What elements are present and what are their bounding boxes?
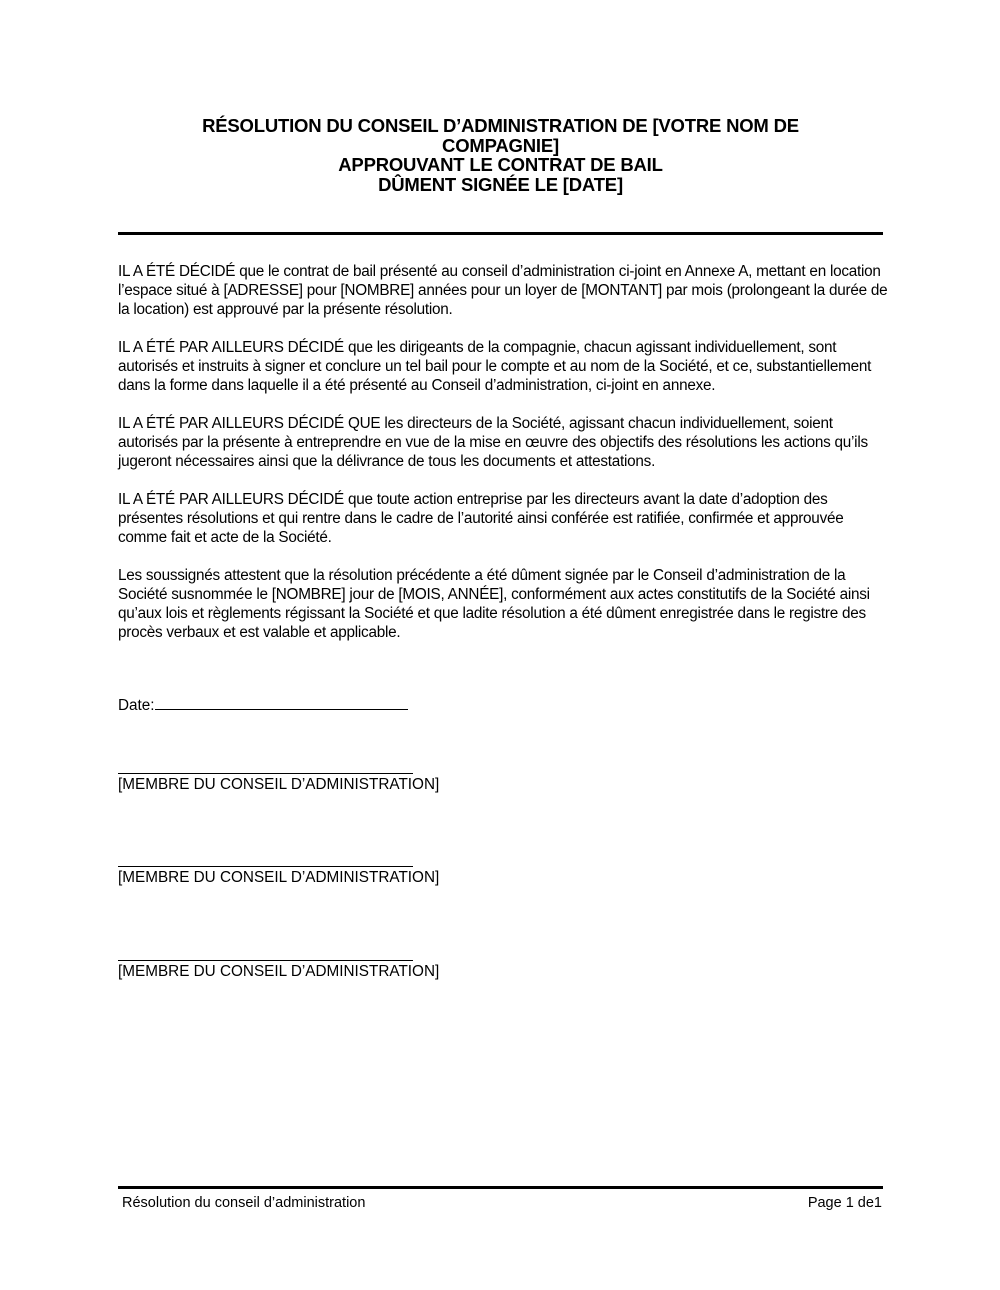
page-number: Page 1 de1	[807, 1195, 882, 1211]
signature-label: [MEMBRE DU CONSEIL D’ADMINISTRATION]	[118, 776, 440, 793]
date-label: Date:	[118, 697, 155, 714]
title-line: COMPAGNIE]	[442, 134, 559, 156]
date-blank-line	[155, 695, 408, 710]
title-line: APPROUVANT LE CONTRAT DE BAIL	[338, 154, 663, 175]
title-line: DÛMENT SIGNÉE LE [DATE]	[378, 173, 623, 195]
page-footer	[122, 1194, 882, 1212]
footer-divider	[118, 1186, 883, 1189]
document-title	[118, 116, 883, 194]
signature-line	[118, 960, 413, 961]
signature-block-3	[118, 960, 439, 981]
resolution-paragraph-3: IL A ÉTÉ PAR AILLEURS DÉCIDÉ QUE les directeurs de la Société, agissant chacun individuellement, soient autorisés par la présente à entreprendre en vue de la mise en œuvre des objectifs des résolutions les actions qu’ils jugeront nécessaires ainsi que la délivrance de tous les documents et attestations.	[118, 415, 868, 470]
resolution-paragraph-1: IL A ÉTÉ DÉCIDÉ que le contrat de bail présenté au conseil d’administration ci-joint en Annexe A, mettant en location l’espace situé à [ADRESSE] pour [NOMBRE] années pour un loyer de [MONTANT] par mois (prolongeant la durée de la location) est approuvé par la présente résolution.	[118, 263, 888, 318]
signature-block-1	[118, 773, 439, 794]
signature-line	[118, 773, 413, 774]
signature-line	[118, 866, 413, 867]
title-line: RÉSOLUTION DU CONSEIL D’ADMINISTRATION DE [VOTRE NOM DE	[202, 115, 799, 136]
signature-label: [MEMBRE DU CONSEIL D’ADMINISTRATION]	[118, 963, 440, 980]
resolution-paragraph-2: IL A ÉTÉ PAR AILLEURS DÉCIDÉ que les dirigeants de la compagnie, chacun agissant individuellement, sont autorisés et instruits à signer et conclure un tel bail pour le compte et au nom de la Société, et ce, substantiellement dans la forme dans laquelle il a été présenté au Conseil d’administration, ci-joint en annexe.	[118, 339, 872, 394]
signature-block-2	[118, 866, 439, 887]
header-divider	[118, 232, 883, 235]
footer-title: Résolution du conseil d’administration	[122, 1195, 366, 1211]
date-field	[118, 695, 408, 715]
signature-label: [MEMBRE DU CONSEIL D’ADMINISTRATION]	[118, 869, 440, 886]
resolution-paragraph-4: IL A ÉTÉ PAR AILLEURS DÉCIDÉ que toute action entreprise par les directeurs avant la date d’adoption des présentes résolutions et qui rentre dans le cadre de l’autorité ainsi conférée est ratifiée, confirmée et approuvée comme fait et acte de la Société.	[118, 491, 844, 546]
attestation-paragraph: Les soussignés attestent que la résolution précédente a été dûment signée par le Conseil d’administration de la Société susnommée le [NOMBRE] jour de [MOIS, ANNÉE], conformément aux actes constitutifs de la Société ainsi qu’aux lois et règlements régissant la Société et que ladite résolution a été dûment enregistrée dans le registre des procès verbaux et est valable et applicable.	[118, 567, 870, 641]
document-body	[118, 262, 888, 661]
